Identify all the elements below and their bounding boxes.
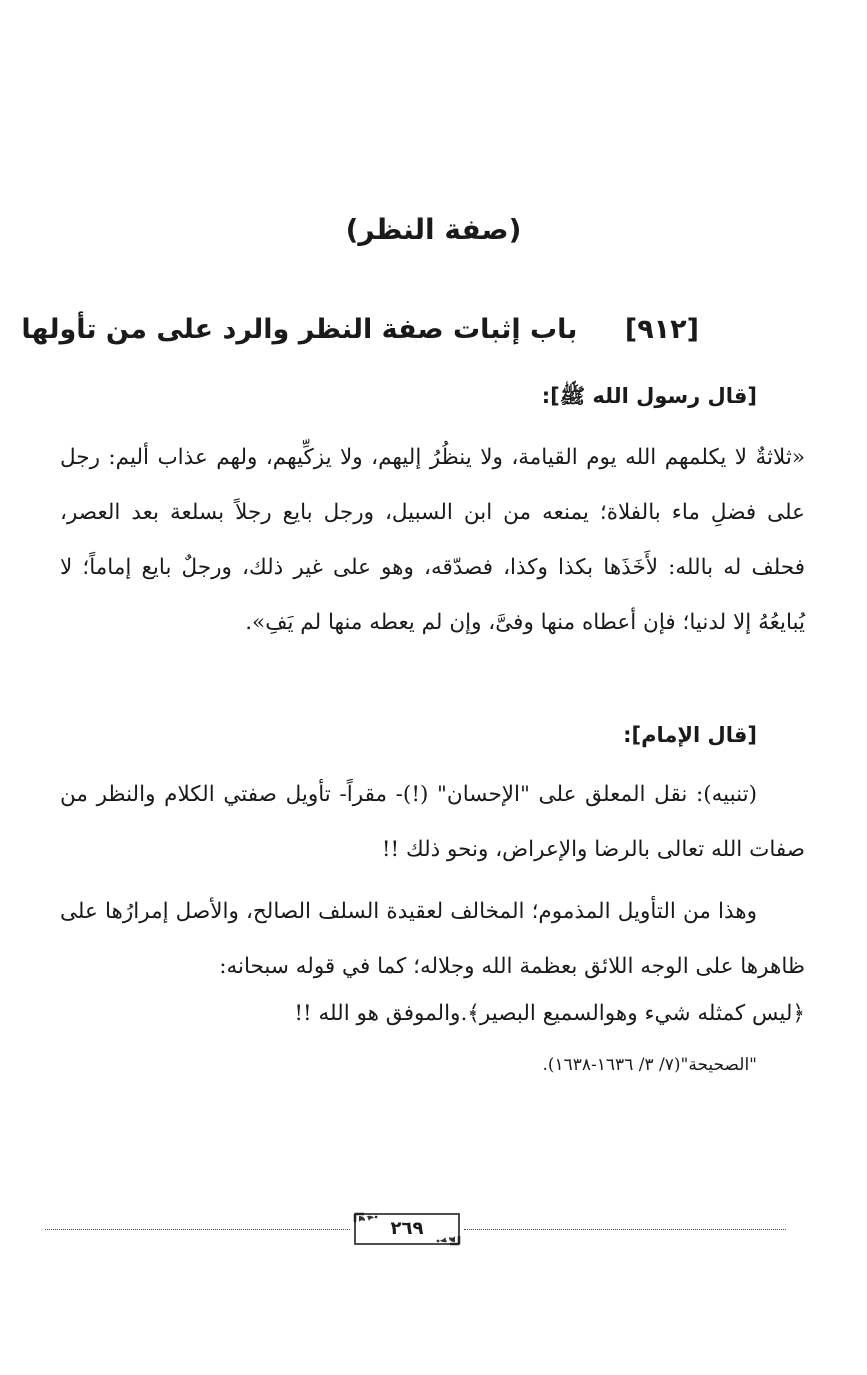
commentary-paragraph: وهذا من التأويل المذموم؛ المخالف لعقيدة السلف الصالح، والأصل إمرارُها على ظاهرها على الوجه اللائق بعظمة الله وجلاله؛ كما في قوله سبحانه: xyxy=(60,899,805,979)
footer-rule-right xyxy=(464,1229,786,1230)
section-title: باب إثبات صفة النظر والرد على من تأولها xyxy=(21,314,578,345)
page-number-frame xyxy=(350,1210,464,1248)
section-number: [٩١٢] xyxy=(624,314,699,345)
footer-rule-left xyxy=(45,1229,350,1230)
section-heading xyxy=(21,308,699,352)
note-paragraph: (تنبيه): نقل المعلق على "الإحسان" (!)- مقراً- تأويل صفتي الكلام والنظر من صفات الله تعالى بالرضا والإعراض، ونحو ذلك !! xyxy=(60,782,805,862)
source-reference: "الصحيحة"(٧/ ٣/ ١٦٣٦-١٦٣٨). xyxy=(542,1055,757,1075)
chapter-title: (صفة النظر) xyxy=(345,213,522,246)
imam-label: [قال الإمام]: xyxy=(623,723,757,747)
prophet-label: [قال رسول الله ﷺ]: xyxy=(541,384,757,408)
hadith-text: «ثلاثةٌ لا يكلمهم الله يوم القيامة، ولا ينظُرُ إليهم، ولا يزكِّيهم، ولهم عذاب أليم: رجل على فضلِ ماء بالفلاة؛ يمنعه من ابن السبيل، ورجل بايع رجلاً بسلعة بعد العصر، فحلف له بالله: لأَخَذَها بكذا وكذا، فصدّقه، وهو على غير ذلك، ورجلٌ بايع إماماً؛ لا يُبايعُهُ إلا لدنيا؛ فإن أعطاه منها وفىَّ، وإن لم يعطه منها لم يَفِ». xyxy=(60,445,805,635)
page-number: ٢٦٩ xyxy=(390,1218,424,1239)
verse-line: ﴿ليس كمثله شيء وهوالسميع البصير﴾.والموفق هو الله !! xyxy=(294,1001,805,1026)
